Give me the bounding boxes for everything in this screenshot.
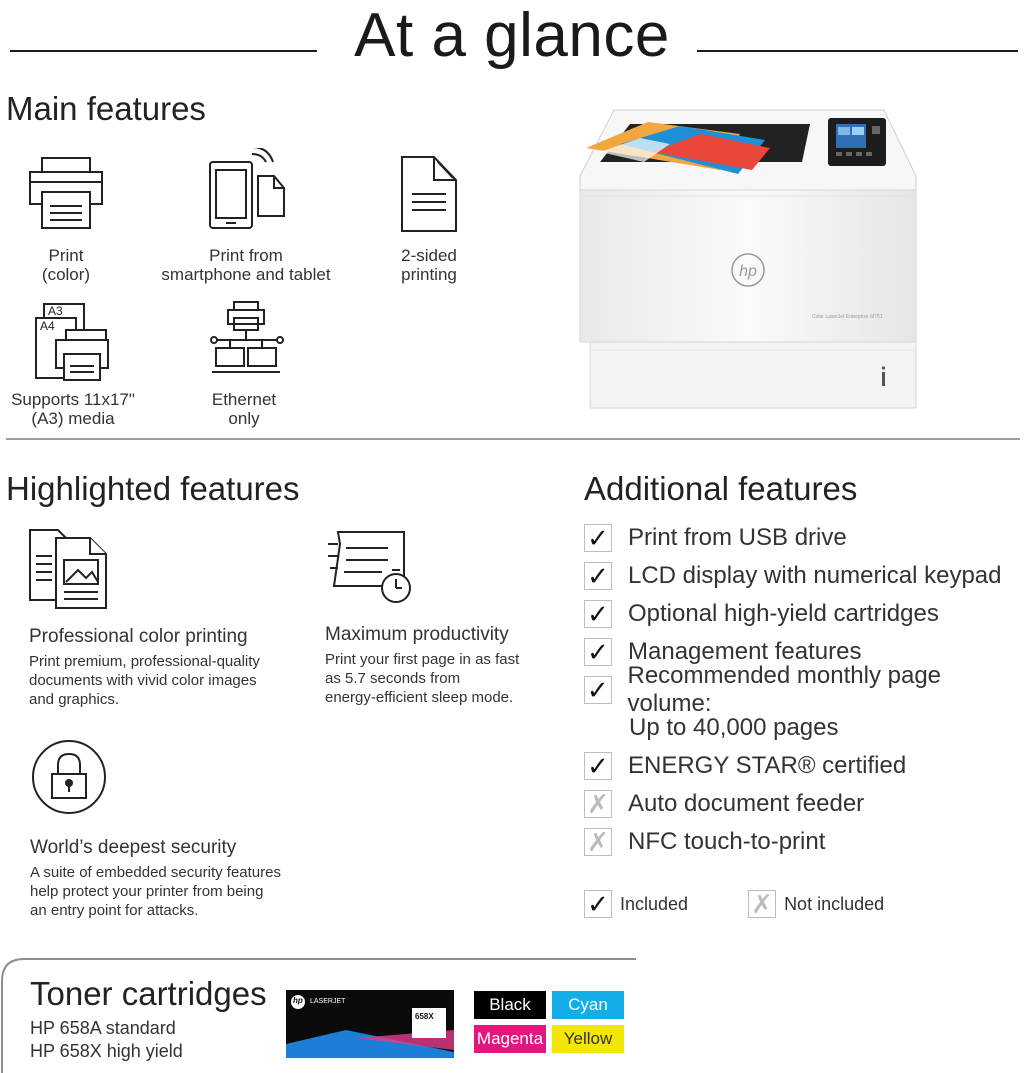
toner-color-swatches xyxy=(474,991,624,1053)
toner-models: HP 658A standard HP 658X high yield xyxy=(30,1018,183,1061)
additional-features-list xyxy=(584,519,1024,861)
list-item: ✗ NFC touch-to-print xyxy=(584,823,1024,861)
padlock-icon xyxy=(30,738,108,816)
svg-text:Color LaserJet Enterprise M751: Color LaserJet Enterprise M751 xyxy=(812,314,883,320)
feature-label-mobile: Print from smartphone and tablet xyxy=(161,246,331,284)
feature-label-print: Print (color) xyxy=(41,246,91,284)
section-divider xyxy=(6,438,1020,440)
list-item: ✓ Optional high-yield cartridges xyxy=(584,595,1024,633)
list-item-continuation: Up to 40,000 pages xyxy=(629,714,839,741)
toner-box-model: 658X xyxy=(415,1012,434,1021)
title-divider-right xyxy=(697,50,1018,52)
hl-body-color: Print premium, professional-quality documents with vivid color images and graphics. xyxy=(29,653,260,708)
printer-icon xyxy=(26,154,106,234)
hl-title-productivity: Maximum productivity xyxy=(325,624,509,645)
main-features-heading: Main features xyxy=(6,90,206,127)
list-item: ✓ ENERGY STAR® certified xyxy=(584,747,1024,785)
cross-icon: ✗ xyxy=(748,890,776,918)
check-icon: ✓ xyxy=(584,890,612,918)
feature-label-duplex: 2-sided printing xyxy=(401,246,457,284)
a3-paper-printer-icon xyxy=(30,302,110,382)
swatch-yellow: Yellow xyxy=(552,1025,624,1053)
toner-heading: Toner cartridges xyxy=(30,975,267,1012)
smartphone-tablet-icon xyxy=(206,148,288,232)
hl-body-productivity: Print your first page in as fast as 5.7 seconds from energy-efficient sleep mode. xyxy=(325,651,520,706)
hp-logo-mark: hp xyxy=(739,263,757,280)
title-divider-left xyxy=(10,50,317,52)
check-icon: ✓ xyxy=(584,524,612,552)
two-sided-document-icon xyxy=(398,154,460,234)
page-title: At a glance xyxy=(354,1,670,70)
list-item: ✓ Print from USB drive xyxy=(584,519,1024,557)
toner-box-image xyxy=(286,990,454,1058)
legend-included: Included xyxy=(620,893,689,914)
hp-logo-mark: hp xyxy=(293,996,303,1005)
feature-label-a3: Supports 11x17" (A3) media xyxy=(11,390,135,428)
feature-label-ethernet: Ethernet only xyxy=(211,390,277,428)
legend xyxy=(584,890,884,918)
check-icon: ✓ xyxy=(584,600,612,628)
a3-tag: A3 xyxy=(48,304,63,318)
highlighted-features-heading: Highlighted features xyxy=(6,470,300,507)
legend-not-included: Not included xyxy=(784,893,885,914)
fast-page-timer-icon xyxy=(326,530,416,606)
cross-icon: ✗ xyxy=(584,828,612,856)
swatch-magenta: Magenta xyxy=(474,1025,546,1053)
check-icon: ✓ xyxy=(584,752,612,780)
list-item: ✓ LCD display with numerical keypad xyxy=(584,557,1024,595)
toner-box-brand: LASERJET xyxy=(310,998,346,1005)
hl-title-color: Professional color printing xyxy=(29,626,248,647)
hl-body-security: A suite of embedded security features help protect your printer from being an entry point for attacks. xyxy=(30,864,281,919)
swatch-cyan: Cyan xyxy=(552,991,624,1019)
ethernet-network-icon xyxy=(208,300,284,378)
list-item: ✓ Recommended monthly page volume: xyxy=(584,671,1024,709)
printer-product-image xyxy=(560,104,932,414)
swatch-black: Black xyxy=(474,991,546,1019)
list-item: ✗ Auto document feeder xyxy=(584,785,1024,823)
list-item: ✓ Management features xyxy=(584,633,1024,671)
a4-tag: A4 xyxy=(40,319,55,333)
check-icon: ✓ xyxy=(584,676,612,704)
hl-title-security: World’s deepest security xyxy=(30,837,237,858)
cross-icon: ✗ xyxy=(584,790,612,818)
check-icon: ✓ xyxy=(584,638,612,666)
check-icon: ✓ xyxy=(584,562,612,590)
documents-image-icon xyxy=(28,526,110,610)
additional-features-heading: Additional features xyxy=(584,470,858,507)
